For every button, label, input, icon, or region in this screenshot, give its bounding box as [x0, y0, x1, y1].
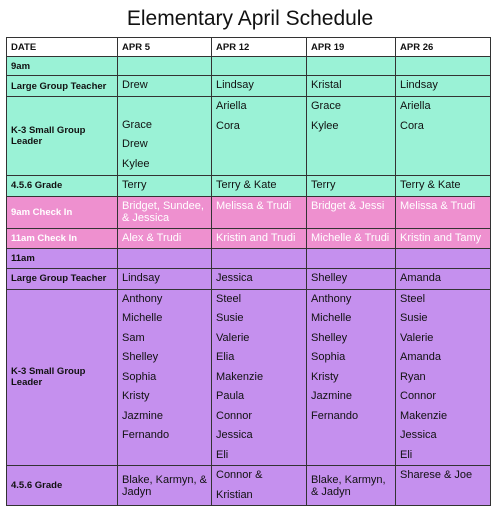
- table-row: [7, 289, 491, 466]
- list-item: Steel: [400, 292, 426, 305]
- list-item: Paula: [216, 390, 245, 402]
- list-item: Michelle: [122, 312, 163, 324]
- table-row: [7, 269, 491, 290]
- list-item: Anthony: [311, 292, 352, 305]
- section-label: 9am: [7, 57, 118, 76]
- list-item: Anthony: [122, 292, 163, 305]
- list-item: Jazmine: [122, 409, 163, 422]
- table-row: [7, 97, 491, 176]
- list-item: Valerie: [400, 331, 434, 344]
- list-item: Kristy: [122, 390, 150, 402]
- checkin-row-9am: [7, 196, 491, 228]
- list-item: Ryan: [400, 370, 426, 383]
- table-cell: Lindsay: [396, 76, 491, 97]
- list-item: Connor: [216, 409, 253, 422]
- list-item: Michelle: [311, 312, 352, 324]
- list-item: Ariella: [400, 100, 431, 112]
- table-cell: Kristin and Trudi: [212, 228, 307, 249]
- list-item: Sam: [122, 331, 145, 344]
- header-row: [7, 38, 491, 57]
- list-item: Fernando: [122, 429, 170, 441]
- list-item: Grace: [311, 100, 341, 112]
- page-title: Elementary April Schedule: [126, 7, 374, 30]
- list-item: Kylee: [311, 119, 339, 132]
- table-cell: [212, 289, 307, 466]
- section-label: 11am: [7, 249, 118, 269]
- table-cell: [118, 289, 212, 466]
- list-item: Shelley: [122, 351, 159, 363]
- table-cell: Melissa & Trudi: [212, 196, 307, 228]
- table-cell: Terry & Kate: [396, 176, 491, 197]
- table-row: [7, 76, 491, 97]
- row-label: K-3 Small Group Leader: [7, 289, 118, 466]
- table-cell: Kristal: [307, 76, 396, 97]
- list-item: Amanda: [400, 351, 441, 363]
- list-item: Shelley: [311, 331, 348, 344]
- header-apr5: APR 5: [118, 38, 212, 57]
- row-label: 4.5.6 Grade: [7, 176, 118, 197]
- table-cell: Drew: [118, 76, 212, 97]
- list-item: Sophia: [122, 370, 157, 383]
- list-item: Susie: [216, 312, 244, 324]
- list-item: Makenzie: [400, 409, 448, 422]
- list-item: Jessica: [400, 429, 437, 441]
- list-item: Steel: [216, 292, 242, 305]
- row-label: 11am Check In: [7, 228, 118, 249]
- list-item: Jazmine: [311, 390, 352, 402]
- header-apr12: APR 12: [212, 38, 307, 57]
- list-item: Kristy: [311, 370, 339, 383]
- table-row: [7, 466, 491, 506]
- header-apr26: APR 26: [396, 38, 491, 57]
- list-item: Valerie: [216, 331, 250, 344]
- list-item: Elia: [216, 351, 235, 363]
- table-cell: Lindsay: [118, 269, 212, 290]
- table-cell: Jessica: [212, 269, 307, 290]
- table-cell: [307, 97, 396, 176]
- table-cell: Bridget, Sundee, & Jessica: [118, 196, 212, 228]
- row-label: 9am Check In: [7, 196, 118, 228]
- table-cell: Lindsay: [212, 76, 307, 97]
- list-item: Drew: [122, 138, 148, 151]
- table-cell: Alex & Trudi: [118, 228, 212, 249]
- list-item: Susie: [400, 312, 428, 324]
- table-cell: Kristin and Tamy: [396, 228, 491, 249]
- table-cell: Bridget & Jessi: [307, 196, 396, 228]
- header-date: DATE: [7, 38, 118, 57]
- table-cell: [118, 97, 212, 176]
- schedule-table: [6, 37, 491, 506]
- table-cell: Shelley: [307, 269, 396, 290]
- table-cell: Blake, Karmyn, & Jadyn: [118, 466, 212, 506]
- table-cell: [212, 97, 307, 176]
- table-cell: Blake, Karmyn, & Jadyn: [307, 466, 396, 506]
- list-item: Connor: [400, 390, 437, 402]
- list-item: Eli: [216, 448, 229, 461]
- checkin-row-11am: [7, 228, 491, 249]
- table-cell: Michelle & Trudi: [307, 228, 396, 249]
- table-cell: Terry: [307, 176, 396, 197]
- list-item: Grace: [122, 118, 152, 131]
- table-cell: Amanda: [396, 269, 491, 290]
- table-row: [7, 176, 491, 197]
- list-item: Jessica: [216, 429, 253, 441]
- list-item: Cora: [216, 119, 240, 132]
- section-row-9am: [7, 57, 491, 76]
- section-row-11am: [7, 249, 491, 269]
- header-apr19: APR 19: [307, 38, 396, 57]
- row-label: Large Group Teacher: [7, 269, 118, 290]
- list-item: Fernando: [311, 409, 359, 422]
- list-item: Cora: [400, 119, 424, 132]
- list-item: Makenzie: [216, 370, 264, 383]
- table-cell: Terry: [118, 176, 212, 197]
- list-item: Sophia: [311, 351, 346, 363]
- list-item: Eli: [400, 448, 413, 461]
- table-cell: [396, 289, 491, 466]
- row-label: 4.5.6 Grade: [7, 466, 118, 506]
- table-cell: Connor & Kristian: [212, 466, 307, 506]
- table-cell: Sharese & Joe: [396, 466, 491, 506]
- table-cell: Terry & Kate: [212, 176, 307, 197]
- table-cell: [307, 289, 396, 466]
- list-item: Ariella: [216, 100, 247, 112]
- row-label: K-3 Small Group Leader: [7, 97, 118, 176]
- row-label: Large Group Teacher: [7, 76, 118, 97]
- list-item: Kylee: [122, 157, 150, 170]
- table-cell: Melissa & Trudi: [396, 196, 491, 228]
- table-cell: [396, 97, 491, 176]
